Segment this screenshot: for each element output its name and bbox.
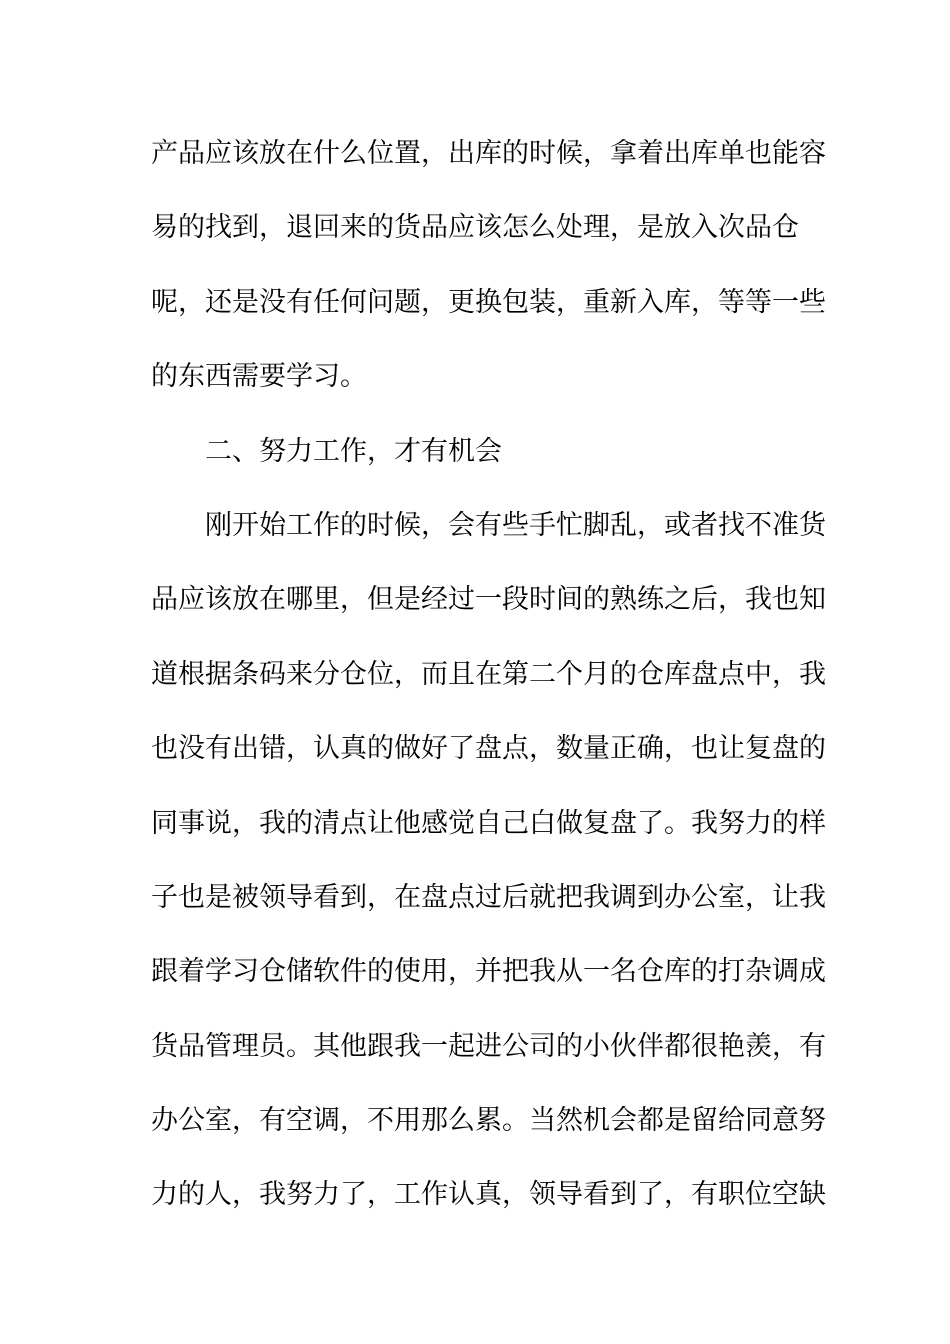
- paragraph-line: 易的找到，退回来的货品应该怎么处理，是放入次品仓: [151, 212, 799, 244]
- paragraph-line: 子也是被领导看到，在盘点过后就把我调到办公室，让我: [151, 881, 826, 913]
- paragraph-line: 的东西需要学习。: [151, 361, 367, 393]
- document-body: [151, 129, 826, 1245]
- paragraph-line: 也没有出错，认真的做好了盘点，数量正确，也让复盘的: [151, 733, 826, 765]
- paragraph-line: 呢，还是没有任何问题，更换包装，重新入库，等等一些: [151, 286, 826, 318]
- paragraph-line: 刚开始工作的时候，会有些手忙脚乱，或者找不准货: [205, 509, 826, 541]
- paragraph-line: 办公室，有空调，不用那么累。当然机会都是留给同意努: [151, 1105, 826, 1137]
- paragraph-line: 力的人，我努力了，工作认真，领导看到了，有职位空缺: [151, 1179, 826, 1211]
- paragraph-line: 产品应该放在什么位置，出库的时候，拿着出库单也能容: [151, 138, 826, 169]
- section-heading: 二、努力工作，才有机会: [205, 435, 502, 467]
- paragraph-line: 道根据条码来分仓位，而且在第二个月的仓库盘点中，我: [151, 658, 826, 690]
- paragraph-line: 货品管理员。其他跟我一起进公司的小伙伴都很艳羡，有: [151, 1030, 826, 1062]
- paragraph-line: 跟着学习仓储软件的使用，并把我从一名仓库的打杂调成: [151, 956, 826, 988]
- paragraph-line: 品应该放在哪里，但是经过一段时间的熟练之后，我也知: [151, 584, 826, 616]
- paragraph-line: 同事说，我的清点让他感觉自己白做复盘了。我努力的样: [151, 807, 826, 839]
